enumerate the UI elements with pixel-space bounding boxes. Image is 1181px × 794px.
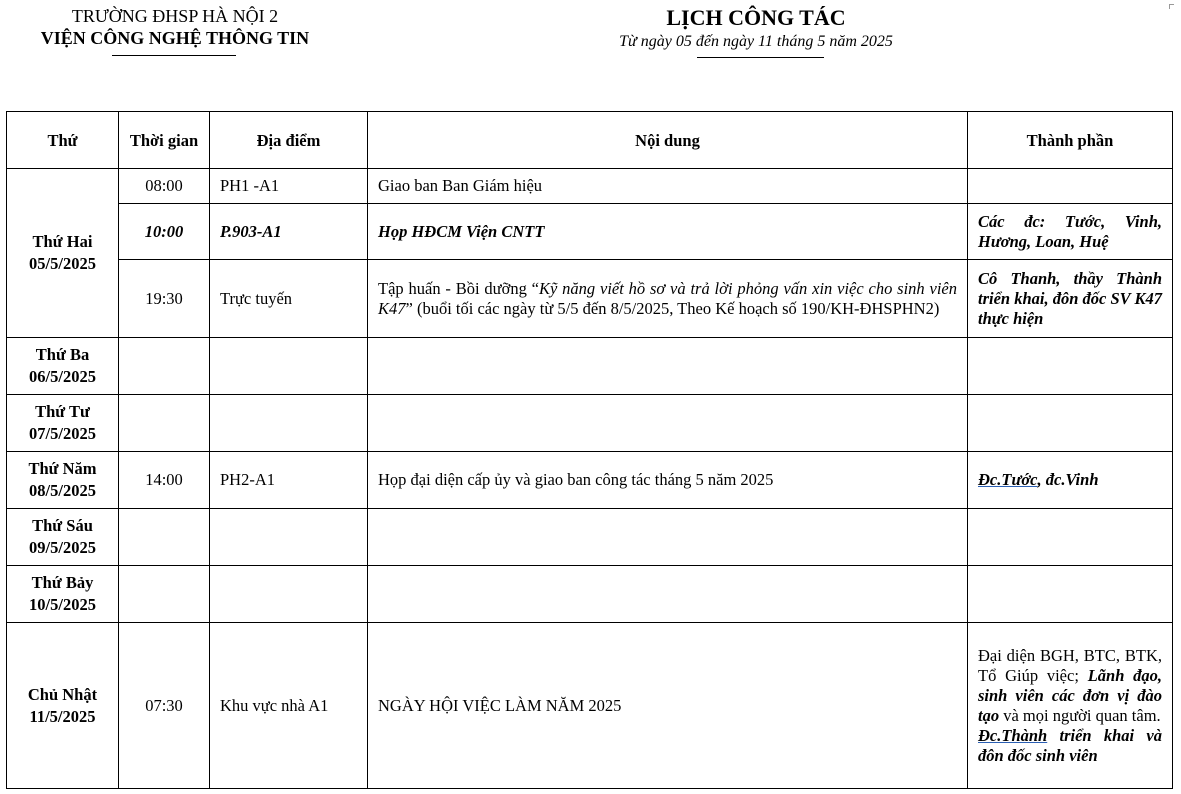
header-day: Thứ	[7, 112, 119, 169]
table-row	[7, 395, 1173, 452]
time-cell: 08:00	[119, 169, 210, 204]
day-name: Thứ Bảy	[31, 573, 94, 592]
university-name: TRƯỜNG ĐHSP HÀ NỘI 2	[71, 6, 279, 26]
table-header-row	[7, 112, 1173, 169]
day-cell	[7, 395, 119, 452]
participants-cell	[968, 338, 1173, 395]
content-cell: NGÀY HỘI VIỆC LÀM NĂM 2025	[368, 623, 968, 789]
location-cell	[210, 395, 368, 452]
time-cell	[119, 566, 210, 623]
day-name: Thứ Sáu	[32, 516, 93, 535]
table-row	[7, 338, 1173, 395]
content-cell	[368, 566, 968, 623]
header-participants: Thành phần	[968, 112, 1173, 169]
page-corner-mark	[1169, 4, 1174, 9]
content-text: Tập huấn - Bồi dưỡng “	[378, 278, 539, 298]
content-cell	[368, 338, 968, 395]
content-cell: Giao ban Ban Giám hiệu	[368, 169, 968, 204]
schedule-table	[6, 111, 1173, 789]
date-range: Từ ngày 05 đến ngày 11 tháng 5 năm 2025	[619, 33, 893, 50]
header-content: Nội dung	[368, 112, 968, 169]
time-cell	[119, 509, 210, 566]
participants-cell	[968, 395, 1173, 452]
day-name: Thứ Hai	[32, 232, 93, 251]
org-underline	[112, 55, 236, 56]
day-date: 10/5/2025	[29, 595, 96, 614]
content-cell	[368, 509, 968, 566]
content-cell	[368, 260, 968, 338]
location-cell	[210, 338, 368, 395]
table-row	[7, 260, 1173, 338]
day-date: 11/5/2025	[29, 706, 96, 726]
participant-link: Đc.Thành	[978, 725, 1048, 745]
content-cell: Họp đại diện cấp ủy và giao ban công tác tháng 5 năm 2025	[368, 452, 968, 509]
participants-cell: Cô Thanh, thầy Thành triển khai, đôn đốc SV K47 thực hiện	[968, 260, 1173, 338]
table-row	[7, 452, 1173, 509]
day-name: Chủ Nhật	[27, 684, 98, 704]
location-cell: Khu vực nhà A1	[210, 623, 368, 789]
participant-text: , đc.Vinh	[1037, 470, 1099, 489]
table-row	[7, 204, 1173, 260]
time-cell: 19:30	[119, 260, 210, 338]
title-underline	[697, 57, 824, 58]
table-row	[7, 566, 1173, 623]
table-row	[7, 623, 1173, 789]
day-date: 06/5/2025	[29, 367, 96, 386]
participants-cell: Các đc: Tước, Vinh, Hương, Loan, Huệ	[968, 204, 1173, 260]
day-name: Thứ Năm	[28, 459, 97, 478]
location-cell	[210, 509, 368, 566]
time-cell	[119, 395, 210, 452]
day-cell	[7, 566, 119, 623]
participants-cell	[968, 169, 1173, 204]
day-name: Thứ Tư	[35, 402, 90, 421]
day-date: 05/5/2025	[29, 254, 96, 273]
participant-emphasis: Lãnh đạo, sinh viên các đơn vị đào tạo	[978, 665, 1163, 725]
content-cell	[368, 395, 968, 452]
organization-block	[0, 5, 350, 49]
content-italic-title: Kỹ năng viết hồ sơ và trả lời phỏng vấn xin việc cho sinh viên K47	[378, 278, 957, 318]
participant-text: Đại diện BGH, BTC, BTK, Tổ Giúp việc;	[978, 645, 1162, 685]
participant-link: Đc.Tước	[978, 470, 1038, 489]
day-date: 07/5/2025	[29, 424, 96, 443]
location-cell: PH1 -A1	[210, 169, 368, 204]
header-time: Thời gian	[119, 112, 210, 169]
day-cell	[7, 509, 119, 566]
participants-cell	[968, 566, 1173, 623]
table-row	[7, 169, 1173, 204]
day-date: 09/5/2025	[29, 538, 96, 557]
day-cell	[7, 338, 119, 395]
day-cell	[7, 623, 119, 789]
location-cell: PH2-A1	[210, 452, 368, 509]
day-cell	[7, 452, 119, 509]
day-cell	[7, 169, 119, 338]
content-cell: Họp HĐCM Viện CNTT	[368, 204, 968, 260]
participants-cell	[968, 623, 1173, 789]
time-cell: 14:00	[119, 452, 210, 509]
time-cell: 10:00	[119, 204, 210, 260]
institute-name: VIỆN CÔNG NGHỆ THÔNG TIN	[40, 28, 310, 48]
title-block	[560, 5, 952, 53]
content-text: ” (buổi tối các ngày từ 5/5 đến 8/5/2025, Theo Kế hoạch số 190/KH-ĐHSPHN2)	[405, 298, 940, 318]
time-cell: 07:30	[119, 623, 210, 789]
location-cell	[210, 566, 368, 623]
location-cell: Trực tuyến	[210, 260, 368, 338]
participant-text: và mọi người quan tâm.	[999, 705, 1161, 725]
location-cell: P.903-A1	[210, 204, 368, 260]
day-date: 08/5/2025	[29, 481, 96, 500]
header-location: Địa điểm	[210, 112, 368, 169]
participants-cell	[968, 509, 1173, 566]
participant-emphasis: triển khai và đôn đốc sinh viên	[978, 725, 1162, 765]
table-row	[7, 509, 1173, 566]
participants-cell	[968, 452, 1173, 509]
time-cell	[119, 338, 210, 395]
page-title: LỊCH CÔNG TÁC	[666, 5, 846, 30]
day-name: Thứ Ba	[35, 345, 90, 364]
